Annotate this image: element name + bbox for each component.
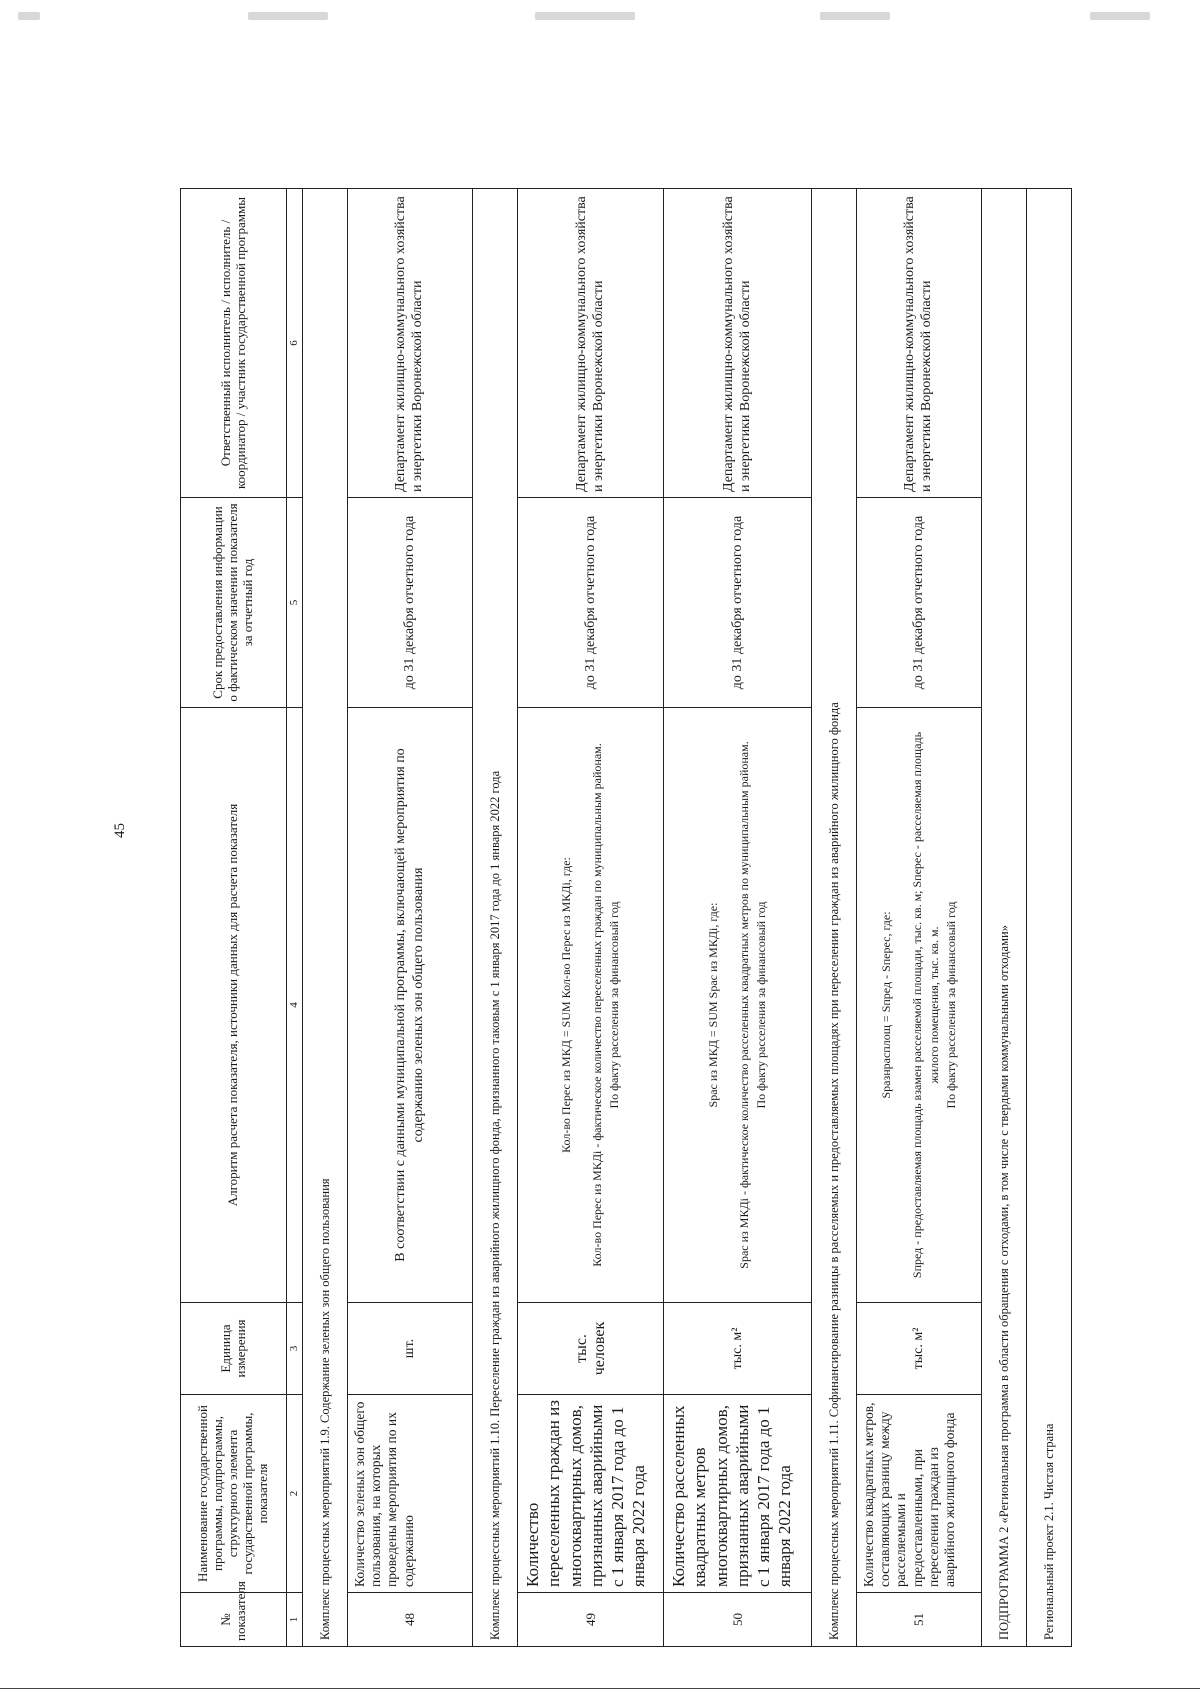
- indicators-table: [180, 188, 1072, 1647]
- page-number: 45: [112, 823, 128, 838]
- indicator-name: Количество переселенных граждан из многоквартирных домов, признанных аварийными с 1 января 2017 года до 1 января 2022 года: [518, 1395, 664, 1593]
- executor: Департамент жилищно-коммунального хозяйства и энергетики Воронежской области: [348, 189, 473, 498]
- column-number: 6: [287, 189, 303, 498]
- algorithm-formula: Кол-во Перес из МКД = SUM Кол-во Перес из МКДi, где:: [559, 857, 574, 1153]
- algorithm-formula: Sразнрасплощ = Sпред - Sперес, где:: [879, 911, 894, 1099]
- algorithm-text: Кол-во Перес из МКДi - фактическое количество переселенных граждан по муниципальным районам.: [590, 743, 605, 1267]
- executor: Департамент жилищно-коммунального хозяйства и энергетики Воронежской области: [664, 189, 812, 498]
- column-number: 1: [287, 1593, 303, 1647]
- section-title: Комплекс процессных мероприятий 1.9. Содержание зеленых зон общего пользования: [303, 189, 348, 1647]
- scan-artifact: [820, 12, 890, 20]
- algorithm-text: Sпред - предоставляемая площадь взамен расселяемой площади, тыс. кв. м; Sперес - расселяемая площадь жилого помещения, тыс. кв. м.: [910, 731, 941, 1279]
- col-header-number: № показателя: [181, 1593, 287, 1647]
- row-number: 51: [857, 1593, 982, 1647]
- column-number: 4: [287, 708, 303, 1303]
- unit: тыс. человек: [518, 1303, 664, 1395]
- deadline: до 31 декабря отчетного года: [348, 498, 473, 708]
- column-number: 2: [287, 1395, 303, 1593]
- unit: шт.: [348, 1303, 473, 1395]
- section-row: [473, 189, 518, 1647]
- scan-artifact: [1090, 12, 1150, 20]
- table-row: [857, 189, 982, 1647]
- algorithm: [857, 708, 982, 1303]
- section-row: [1027, 189, 1072, 1647]
- algorithm-source: По факту расселения за финансовый год: [943, 901, 958, 1109]
- algorithm-formula: Sрас из МКД = SUM Sрас из МКДi, где:: [706, 902, 721, 1108]
- algorithm-source: По факту расселения за финансовый год: [753, 901, 768, 1109]
- section-row: [812, 189, 857, 1647]
- indicator-name: Количество расселенных квадратных метров многоквартирных домов, признанных аварийными с 1 января 2017 года до 1 января 2022 года: [664, 1395, 812, 1593]
- indicator-name: Количество зеленых зон общего пользования, на которых проведены мероприятия по их содержанию: [348, 1395, 473, 1593]
- section-title: ПОДПРОГРАММА 2 «Региональная программа в области обращения с отходами, в том числе с твердыми коммунальными отходами»: [982, 189, 1027, 1647]
- col-header-deadline: Срок предоставления информации о фактическом значении показателя за отчетный год: [181, 498, 287, 708]
- table-row: [518, 189, 664, 1647]
- column-number: 5: [287, 498, 303, 708]
- indicator-name: Количество квадратных метров, составляющих разницу между расселяемыми и предоставленными, при переселении граждан из аварийного жилищного фонда: [857, 1395, 982, 1593]
- section-row: [982, 189, 1027, 1647]
- algorithm-source: По факту расселения за финансовый год: [606, 901, 621, 1109]
- column-number-row: [287, 189, 303, 1647]
- algorithm-text: В соответствии с данными муниципальной программы, включающей мероприятия по содержанию зеленых зон общего пользования: [392, 748, 426, 1262]
- col-header-name: Наименование государственной программы, подпрограммы, структурного элемента государственной программы, показателя: [181, 1395, 287, 1593]
- table-row: [664, 189, 812, 1647]
- executor: Департамент жилищно-коммунального хозяйства и энергетики Воронежской области: [857, 189, 982, 498]
- col-header-unit: Единица измерения: [181, 1303, 287, 1395]
- scan-artifact: [18, 12, 40, 20]
- algorithm: [348, 708, 473, 1303]
- rotated-sheet: [180, 189, 1072, 1647]
- deadline: до 31 декабря отчетного года: [857, 498, 982, 708]
- algorithm-text: Sрас из МКДi - фактическое количество расселенных квадратных метров по муниципальным районам.: [737, 741, 752, 1269]
- scan-artifact: [248, 12, 328, 20]
- algorithm: [664, 708, 812, 1303]
- col-header-algorithm: Алгоритм расчета показателя, источники данных для расчета показателя: [181, 708, 287, 1303]
- deadline: до 31 декабря отчетного года: [518, 498, 664, 708]
- table-row: [348, 189, 473, 1647]
- executor: Департамент жилищно-коммунального хозяйства и энергетики Воронежской области: [518, 189, 664, 498]
- deadline: до 31 декабря отчетного года: [664, 498, 812, 708]
- row-number: 50: [664, 1593, 812, 1647]
- section-title: Комплекс процессных мероприятий 1.10. Переселение граждан из аварийного жилищного фонда, признанного таковым с 1 января 2017 года до 1 января 2022 года: [473, 189, 518, 1647]
- section-title: Региональный проект 2.1. Чистая страна: [1027, 189, 1072, 1647]
- section-title: Комплекс процессных мероприятий 1.11. Софинансирование разницы в расселяемых и предоставляемых площадях при переселении граждан из аварийного жилищного фонда: [812, 189, 857, 1647]
- scan-edge-line: [0, 1688, 1200, 1689]
- unit: тыс. м²: [857, 1303, 982, 1395]
- header-row: [181, 189, 287, 1647]
- row-number: 49: [518, 1593, 664, 1647]
- row-number: 48: [348, 1593, 473, 1647]
- column-number: 3: [287, 1303, 303, 1395]
- unit: тыс. м²: [664, 1303, 812, 1395]
- scan-artifact: [535, 12, 635, 20]
- algorithm: [518, 708, 664, 1303]
- col-header-executor: Ответственный исполнитель / исполнитель / координатор / участник государственной программы: [181, 189, 287, 498]
- section-row: [303, 189, 348, 1647]
